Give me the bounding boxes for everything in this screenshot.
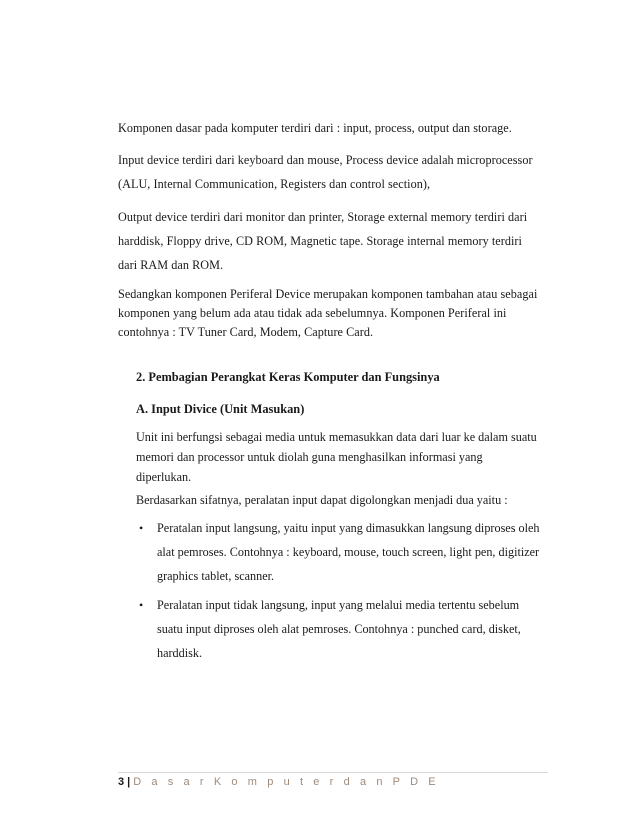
text-line: diperlukan. [136,470,192,484]
subsection-heading: A. Input Divice (Unit Masukan) [136,402,305,416]
text-line: harddisk, Floppy drive, CD ROM, Magnetic tape. Storage internal memory terdiri [118,234,522,248]
text-line: alat pemroses. Contohnya : keyboard, mouse, touch screen, light pen, digitizer [157,545,540,559]
text-line: Peratalan input langsung, yaitu input yang dimasukkan langsung diproses oleh [157,521,540,535]
bullet-marker: • [139,598,144,612]
footer-title: D a s a r K o m p u t e r d a n P D E [133,776,440,788]
text-line: Berdasarkan sifatnya, peralatan input dapat digolongkan menjadi dua yaitu : [136,493,508,507]
section-heading: 2. Pembagian Perangkat Keras Komputer dan Fungsinya [136,370,440,384]
text-line: Sedangkan komponen Periferal Device merupakan komponen tambahan atau sebagai [118,287,538,301]
page-footer [118,776,439,788]
text-line: Input device terdiri dari keyboard dan mouse, Process device adalah microprocessor [118,153,533,167]
paragraph-output-device [118,205,548,277]
text-line: graphics tablet, scanner. [157,569,275,583]
paragraph-periferal [118,285,548,342]
footer-separator: | [127,776,131,788]
text-line: Unit ini berfungsi sebagai media untuk memasukkan data dari luar ke dalam suatu [136,430,537,444]
bullet-item-langsung [157,516,557,588]
paragraph-unit-description [136,427,556,487]
bullet-marker: • [139,521,144,535]
paragraph-input-device [118,148,548,196]
text-line: contohnya : TV Tuner Card, Modem, Capture Card. [118,325,374,339]
text-line: Output device terdiri dari monitor dan printer, Storage external memory terdiri dari [118,210,528,224]
text-line: harddisk. [157,646,203,660]
text-line: dari RAM dan ROM. [118,258,224,272]
text-line: Peralatan input tidak langsung, input yang melalui media tertentu sebelum [157,598,520,612]
text-line: memori dan processor untuk diolah guna menghasilkan informasi yang [136,450,483,464]
paragraph-komponen-dasar [118,116,548,140]
paragraph-sifat [136,490,556,510]
bullet-item-tidak-langsung [157,593,557,665]
text-line: komponen yang belum ada atau tidak ada sebelumnya. Komponen Periferal ini [118,306,507,320]
text-line: Komponen dasar pada komputer terdiri dari : input, process, output dan storage. [118,121,512,135]
text-line: suatu input diproses oleh alat pemroses. Contohnya : punched card, disket, [157,622,521,636]
footer-divider [118,772,548,773]
text-line: (ALU, Internal Communication, Registers dan control section), [118,177,431,191]
page-number: 3 [118,776,125,788]
